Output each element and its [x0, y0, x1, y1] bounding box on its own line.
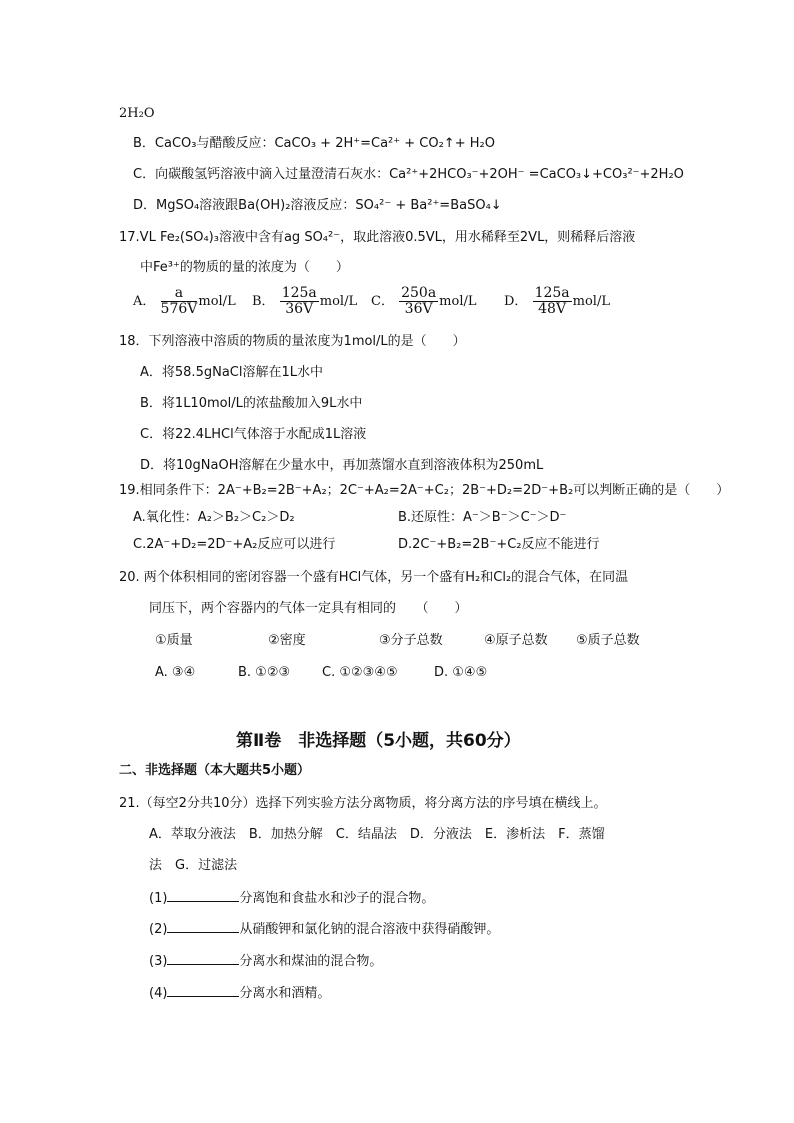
q19-option-b: B.还原性：A⁻＞B⁻＞C⁻＞D⁻ [398, 510, 567, 525]
q18-stem: 18．下列溶液中溶质的物质的量浓度为1mol/L的是（ ） [119, 334, 466, 349]
q20-item-1: ①质量 [155, 633, 193, 648]
denominator: 36V [404, 301, 433, 317]
q21-methods-line2: 法 G．过滤法 [149, 858, 238, 873]
q20-item-3: ③分子总数 [379, 633, 443, 648]
item-number: (2) [149, 922, 168, 937]
q16-tail: 2H₂O [119, 106, 155, 121]
q21-item-1 [149, 889, 434, 908]
q18-option-d: D．将10gNaOH溶解在少量水中，再加蒸馏水直到溶液体积为250mL [140, 458, 544, 473]
item-number: (3) [149, 954, 168, 969]
denominator: 576V [160, 301, 198, 317]
q20-stem-line2: 同压下，两个容器内的气体一定具有相同的 （ ） [149, 601, 468, 616]
unit: mol/L [319, 294, 358, 309]
q16-option-b: B．CaCO₃与醋酸反应：CaCO₃ + 2H⁺=Ca²⁺ + CO₂↑+ H₂O [133, 136, 495, 151]
q17-stem-line1: 17.VL Fe₂(SO₄)₃溶液中含有ag SO₄²⁻，取此溶液0.5VL，用水稀释至2VL，则稀释后溶液 [119, 230, 636, 245]
denominator: 48V [538, 301, 567, 317]
q20-stem-line1: 20. 两个体积相同的密闭容器一个盛有HCl气体，另一个盛有H₂和Cl₂的混合气体，在同温 [119, 570, 629, 585]
numerator: 125a [534, 285, 570, 301]
answer-blank[interactable] [167, 952, 239, 965]
q21-methods-line1: A．萃取分液法 B．加热分解 C．结晶法 D．分液法 E．渗析法 F．蒸馏 [149, 827, 605, 842]
q20-option-b: B. ①②③ [238, 665, 291, 680]
q21-item-4 [149, 984, 330, 1003]
unit: mol/L [439, 294, 477, 309]
option-letter: D． [504, 294, 528, 309]
q21-item-3 [149, 952, 382, 971]
section-subtitle: 二、非选择题（本大题共5小题） [119, 763, 311, 778]
answer-blank[interactable] [167, 920, 239, 933]
option-letter: B． [252, 294, 275, 309]
q18-option-b: B．将1L10mol/L的浓盐酸加入9L水中 [140, 396, 363, 411]
answer-blank[interactable] [167, 889, 239, 902]
q17-stem-line2: 中Fe³⁺的物质的量的浓度为（ ） [140, 260, 349, 275]
denominator: 36V [285, 301, 314, 317]
q20-option-a: A. ③④ [155, 665, 196, 680]
q21-item-2 [149, 920, 499, 939]
unit: mol/L [572, 294, 610, 309]
q20-item-2: ②密度 [268, 633, 306, 648]
section-title: 第Ⅱ卷 非选择题（5小题，共60分） [236, 731, 521, 751]
q19-option-d: D.2C⁻+B₂=2B⁻+C₂反应不能进行 [398, 537, 600, 552]
unit: mol/L [198, 294, 236, 309]
q19-stem: 19.相同条件下：2A⁻+B₂=2B⁻+A₂；2C⁻+A₂=2A⁻+C₂；2B⁻+D₂=2D⁻+B₂可以判断正确的是（ ） [119, 483, 730, 498]
option-letter: C． [371, 294, 394, 309]
q20-item-5: ⑤质子总数 [576, 633, 640, 648]
q20-item-4: ④原子总数 [484, 633, 548, 648]
q18-option-a: A．将58.5gNaCl溶解在1L水中 [140, 365, 323, 380]
q16-option-d: D．MgSO₄溶液跟Ba(OH)₂溶液反应：SO₄²⁻ + Ba²⁺=BaSO₄↓ [133, 198, 502, 213]
q19-option-c: C.2A⁻+D₂=2D⁻+A₂反应可以进行 [133, 537, 336, 552]
item-number: (4) [149, 986, 168, 1001]
q17-option-a [133, 286, 236, 317]
q18-option-c: C．将22.4LHCl气体溶于水配成1L溶液 [140, 427, 367, 442]
q17-option-b [252, 286, 357, 317]
fraction [399, 286, 438, 317]
fraction [280, 286, 319, 317]
q19-option-a: A.氧化性：A₂＞B₂＞C₂＞D₂ [133, 510, 295, 525]
q17-option-c [371, 286, 477, 317]
numerator: a [161, 286, 198, 302]
item-text: 分离饱和食盐水和沙子的混合物。 [239, 891, 435, 906]
item-text: 从硝酸钾和氯化钠的混合溶液中获得硝酸钾。 [239, 922, 500, 937]
item-text: 分离水和酒精。 [239, 986, 331, 1001]
numerator: 250a [401, 285, 437, 301]
q20-option-d: D. ①④⑤ [434, 665, 488, 680]
fraction [161, 286, 198, 317]
option-letter: A． [133, 294, 156, 309]
fraction [533, 286, 572, 317]
item-text: 分离水和煤油的混合物。 [239, 954, 383, 969]
q21-stem: 21.（每空2分共10分）选择下列实验方法分离物质，将分离方法的序号填在横线上。 [119, 796, 607, 811]
answer-blank[interactable] [167, 984, 239, 997]
q16-option-c: C．向碳酸氢钙溶液中滴入过量澄清石灰水：Ca²⁺+2HCO₃⁻+2OH⁻ =CaCO₃↓+CO₃²⁻+2H₂O [133, 167, 684, 182]
item-number: (1) [149, 891, 168, 906]
q17-option-d [504, 286, 610, 317]
numerator: 125a [281, 285, 317, 301]
q20-option-c: C. ①②③④⑤ [322, 665, 398, 680]
